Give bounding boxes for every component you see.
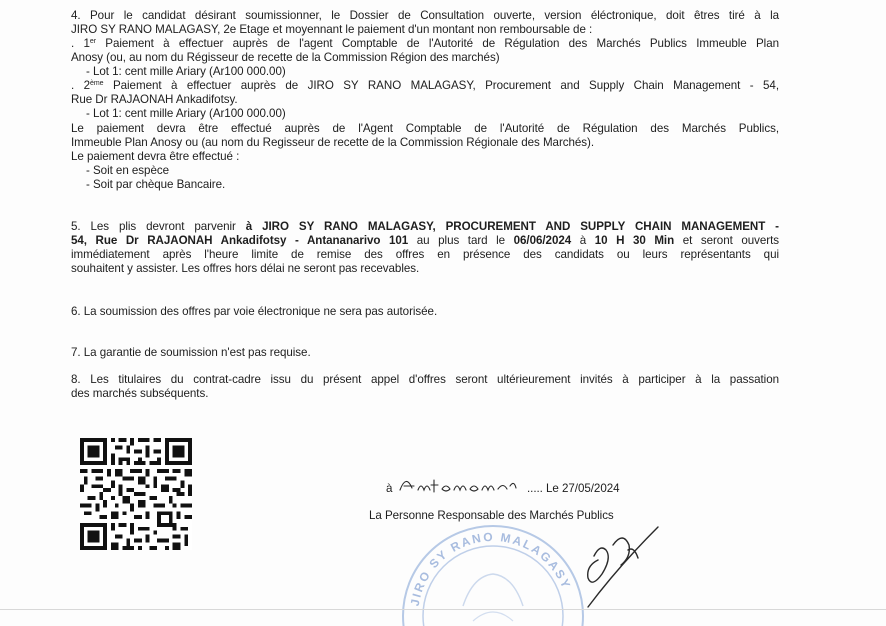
para8-line2: des marchés subséquents. <box>71 387 209 400</box>
signature-icon <box>568 515 678 610</box>
signature-place-prefix: à <box>386 482 393 495</box>
para4-option-cheque: - Soit par chèque Bancaire. <box>86 178 226 191</box>
para7: 7. La garantie de soumission n'est pas requise. <box>71 346 311 359</box>
para4-first-payment-line2: Anosy (ou, au nom du Régisseur de recette de la Commission Région des marchés) <box>71 51 500 64</box>
page-bottom-edge <box>0 609 886 610</box>
para4-payment-line1: Le paiement devra être effectué auprès de l'Agent Comptable de l'Autorité de Régulation des Marchés Publics, <box>71 122 779 135</box>
para5-line1: 5. Les plis devront parvenir à JIRO SY RANO MALAGASY, PROCUREMENT AND SUPPLY CHAIN MANAGEMENT - <box>71 220 779 233</box>
para4-payment-line3: Le paiement devra être effectué : <box>71 150 240 163</box>
para4-option-cash: - Soit en espèce <box>86 164 169 177</box>
para4-second-payment-line2: Rue Dr RAJAONAH Ankadifotsy. <box>71 93 238 106</box>
para4-payment-line2: Immeuble Plan Anosy ou (au nom du Regisseur de recette de la Commission Régionale des Marchés). <box>71 136 595 149</box>
para4-second-lot: - Lot 1: cent mille Ariary (Ar100 000.00) <box>86 107 286 120</box>
para4-second-payment-line1: . 2ème Paiement à effectuer auprès de JIRO SY RANO MALAGASY, Procurement and Supply Chain Management - 54, <box>71 79 779 92</box>
stamp-text: JIRO SY RANO MALAGASY <box>407 529 574 608</box>
para4-line1: 4. Pour le candidat désirant soumissionner, le Dossier de Consultation ouverte, version éléctronique, doit êtres tiré à la <box>71 9 779 22</box>
para8-line1: 8. Les titulaires du contrat-cadre issu du présent appel d'offres seront ultérieurement invités à participer à la passation <box>71 373 779 386</box>
para4-first-lot: - Lot 1: cent mille Ariary (Ar100 000.00) <box>86 65 286 78</box>
para5-line2: 54, Rue Dr RAJAONAH Ankadifotsy - Antananarivo 101 au plus tard le 06/06/2024 à 10 H 30 Min et seront ouverts <box>71 234 780 247</box>
para5-line3: immédiatement après l'heure limite de remise des offres en présence des candidats ou leurs représentants qui <box>71 248 779 261</box>
signature-title: La Personne Responsable des Marchés Publics <box>369 509 614 522</box>
signature-date: ..... Le 27/05/2024 <box>527 482 620 495</box>
handwritten-place <box>398 474 538 496</box>
para5-line4: souhaitent y assister. Les offres hors délai ne seront pas recevables. <box>71 262 420 275</box>
qr-code-icon <box>80 438 192 550</box>
svg-text:JIRO SY RANO MALAGASY <box>408 530 574 607</box>
para4-line2: JIRO SY RANO MALAGASY, 2e Etage et moyennant le paiement d'un montant non remboursable de : <box>71 23 593 36</box>
para4-first-payment-line1: . 1er Paiement à effectuer auprès de l'agent Comptable de l'Autorité de Régulation des Marchés Publics Immeuble Plan <box>71 37 779 50</box>
para6: 6. La soumission des offres par voie électronique ne sera pas autorisée. <box>71 305 438 318</box>
